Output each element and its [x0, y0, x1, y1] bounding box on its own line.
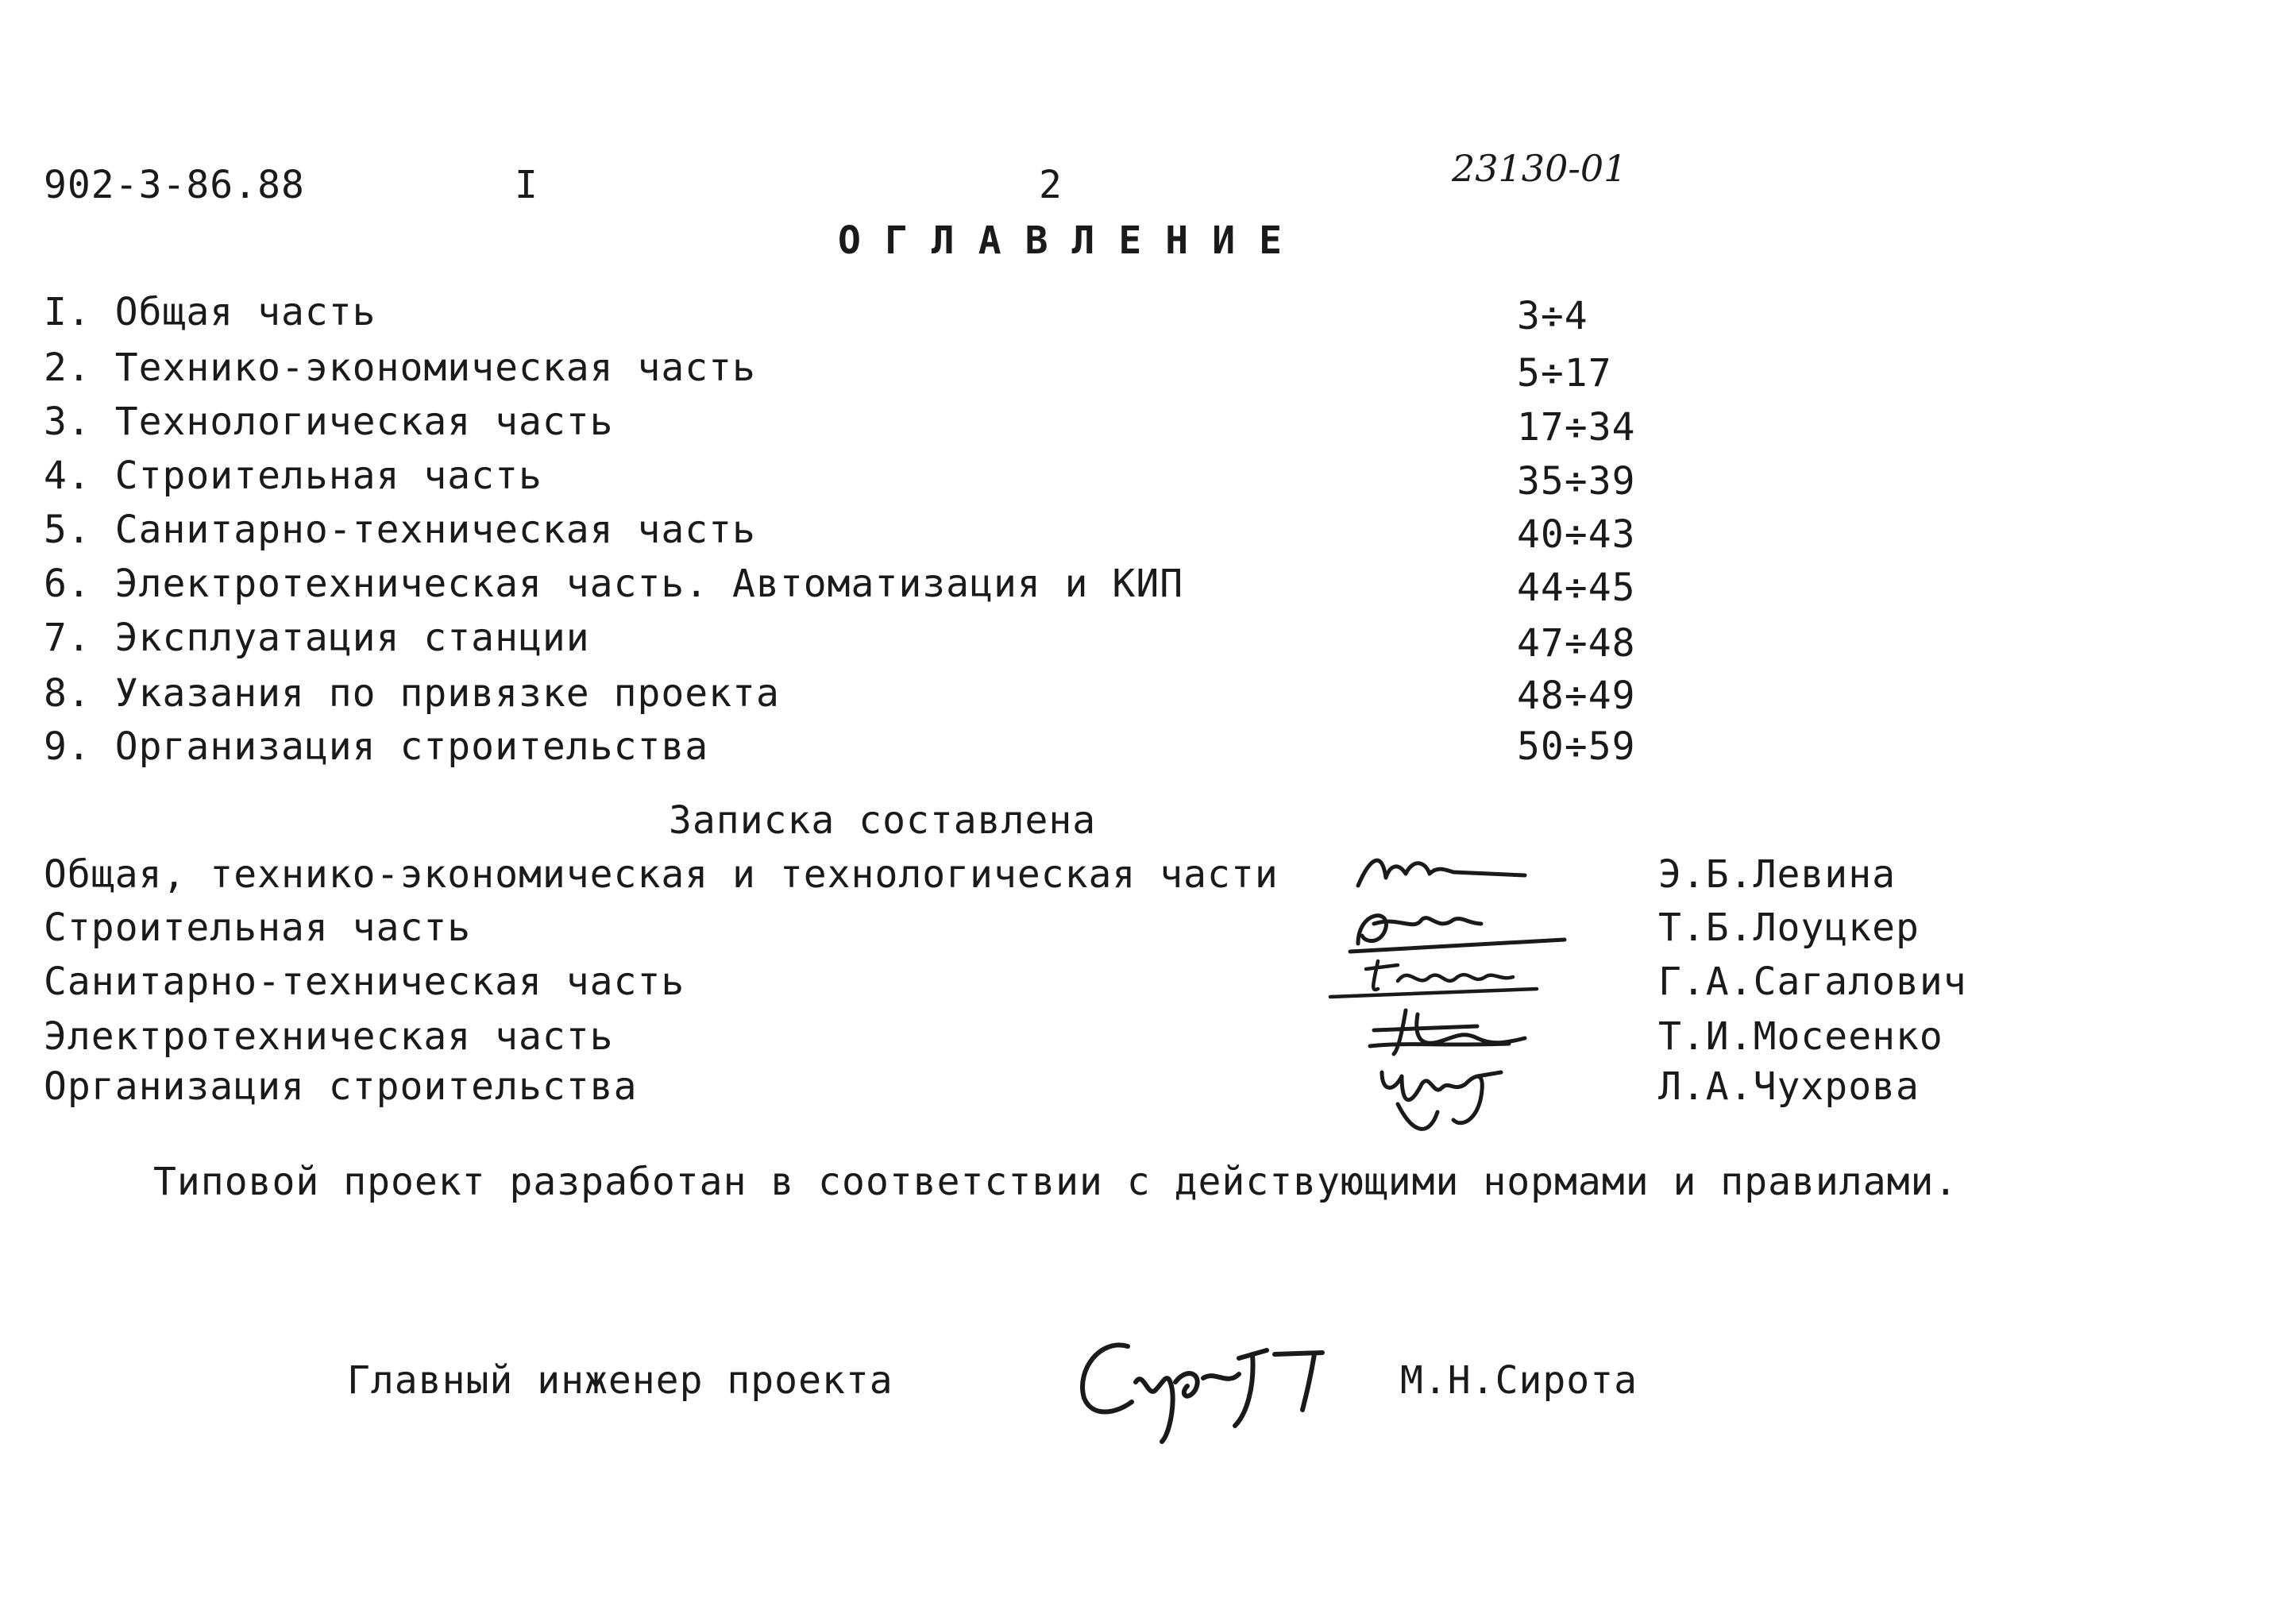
signature-chukhrova: [1366, 1056, 1525, 1144]
author-name: Т.Б.Лоуцкер: [1658, 905, 1920, 950]
toc-item-pages: 35÷39: [1517, 459, 1636, 504]
toc-item-pages: 48÷49: [1517, 674, 1636, 718]
toc-item-title: 9. Организация строительства: [44, 724, 709, 769]
toc-item-pages: 3÷4: [1517, 294, 1588, 338]
author-name: Т.И.Мосеенко: [1658, 1014, 1943, 1059]
toc-item-pages: 44÷45: [1517, 566, 1636, 610]
toc-item-title: 8. Указания по привязке проекта: [44, 671, 780, 716]
chief-engineer-role: Главный инженер проекта: [347, 1358, 893, 1403]
chief-engineer-name: М.Н.Сирота: [1400, 1358, 1638, 1403]
author-part: Организация строительства: [44, 1064, 638, 1109]
authors-heading: Записка составлена: [669, 798, 1097, 843]
signature-sirota: [1068, 1322, 1370, 1450]
toc-item-pages: 17÷34: [1517, 405, 1636, 450]
toc-item-pages: 5÷17: [1517, 351, 1612, 396]
toc-title: ОГЛАВЛЕНИЕ: [838, 218, 1306, 263]
toc-item-pages: 47÷48: [1517, 621, 1636, 666]
toc-item-pages: 40÷43: [1517, 512, 1636, 557]
author-part: Общая, технико-экономическая и технологическая части: [44, 852, 1279, 897]
toc-item-title: I. Общая часть: [44, 290, 376, 334]
author-name: Э.Б.Левина: [1658, 852, 1896, 897]
document-code: 902-3-86.88: [44, 163, 305, 207]
signature-sagalovich: [1322, 949, 1553, 1005]
author-part: Санитарно-техническая часть: [44, 960, 685, 1004]
author-part: Строительная часть: [44, 905, 472, 950]
author-name: Г.А.Сагалович: [1658, 960, 1967, 1004]
archive-number: 23130-01: [1452, 147, 1627, 190]
signature-levina: [1350, 842, 1533, 898]
author-name: Л.А.Чухрова: [1658, 1064, 1920, 1109]
album-number: I: [515, 163, 538, 207]
page-number: 2: [1039, 163, 1063, 207]
author-part: Электротехническая часть: [44, 1014, 614, 1059]
toc-item-title: 3. Технологическая часть: [44, 400, 614, 444]
toc-item-title: 7. Эксплуатация станции: [44, 616, 590, 660]
toc-item-title: 2. Технико-экономическая часть: [44, 346, 756, 390]
toc-item-title: 4. Строительная часть: [44, 454, 542, 498]
toc-item-title: 6. Электротехническая часть. Автоматизация и КИП: [44, 562, 1184, 606]
compliance-statement: Типовой проект разработан в соответствии с действующими нормами и правилами.: [153, 1160, 1958, 1204]
toc-item-pages: 50÷59: [1517, 724, 1636, 769]
toc-item-title: 5. Санитарно-техническая часть: [44, 508, 756, 552]
